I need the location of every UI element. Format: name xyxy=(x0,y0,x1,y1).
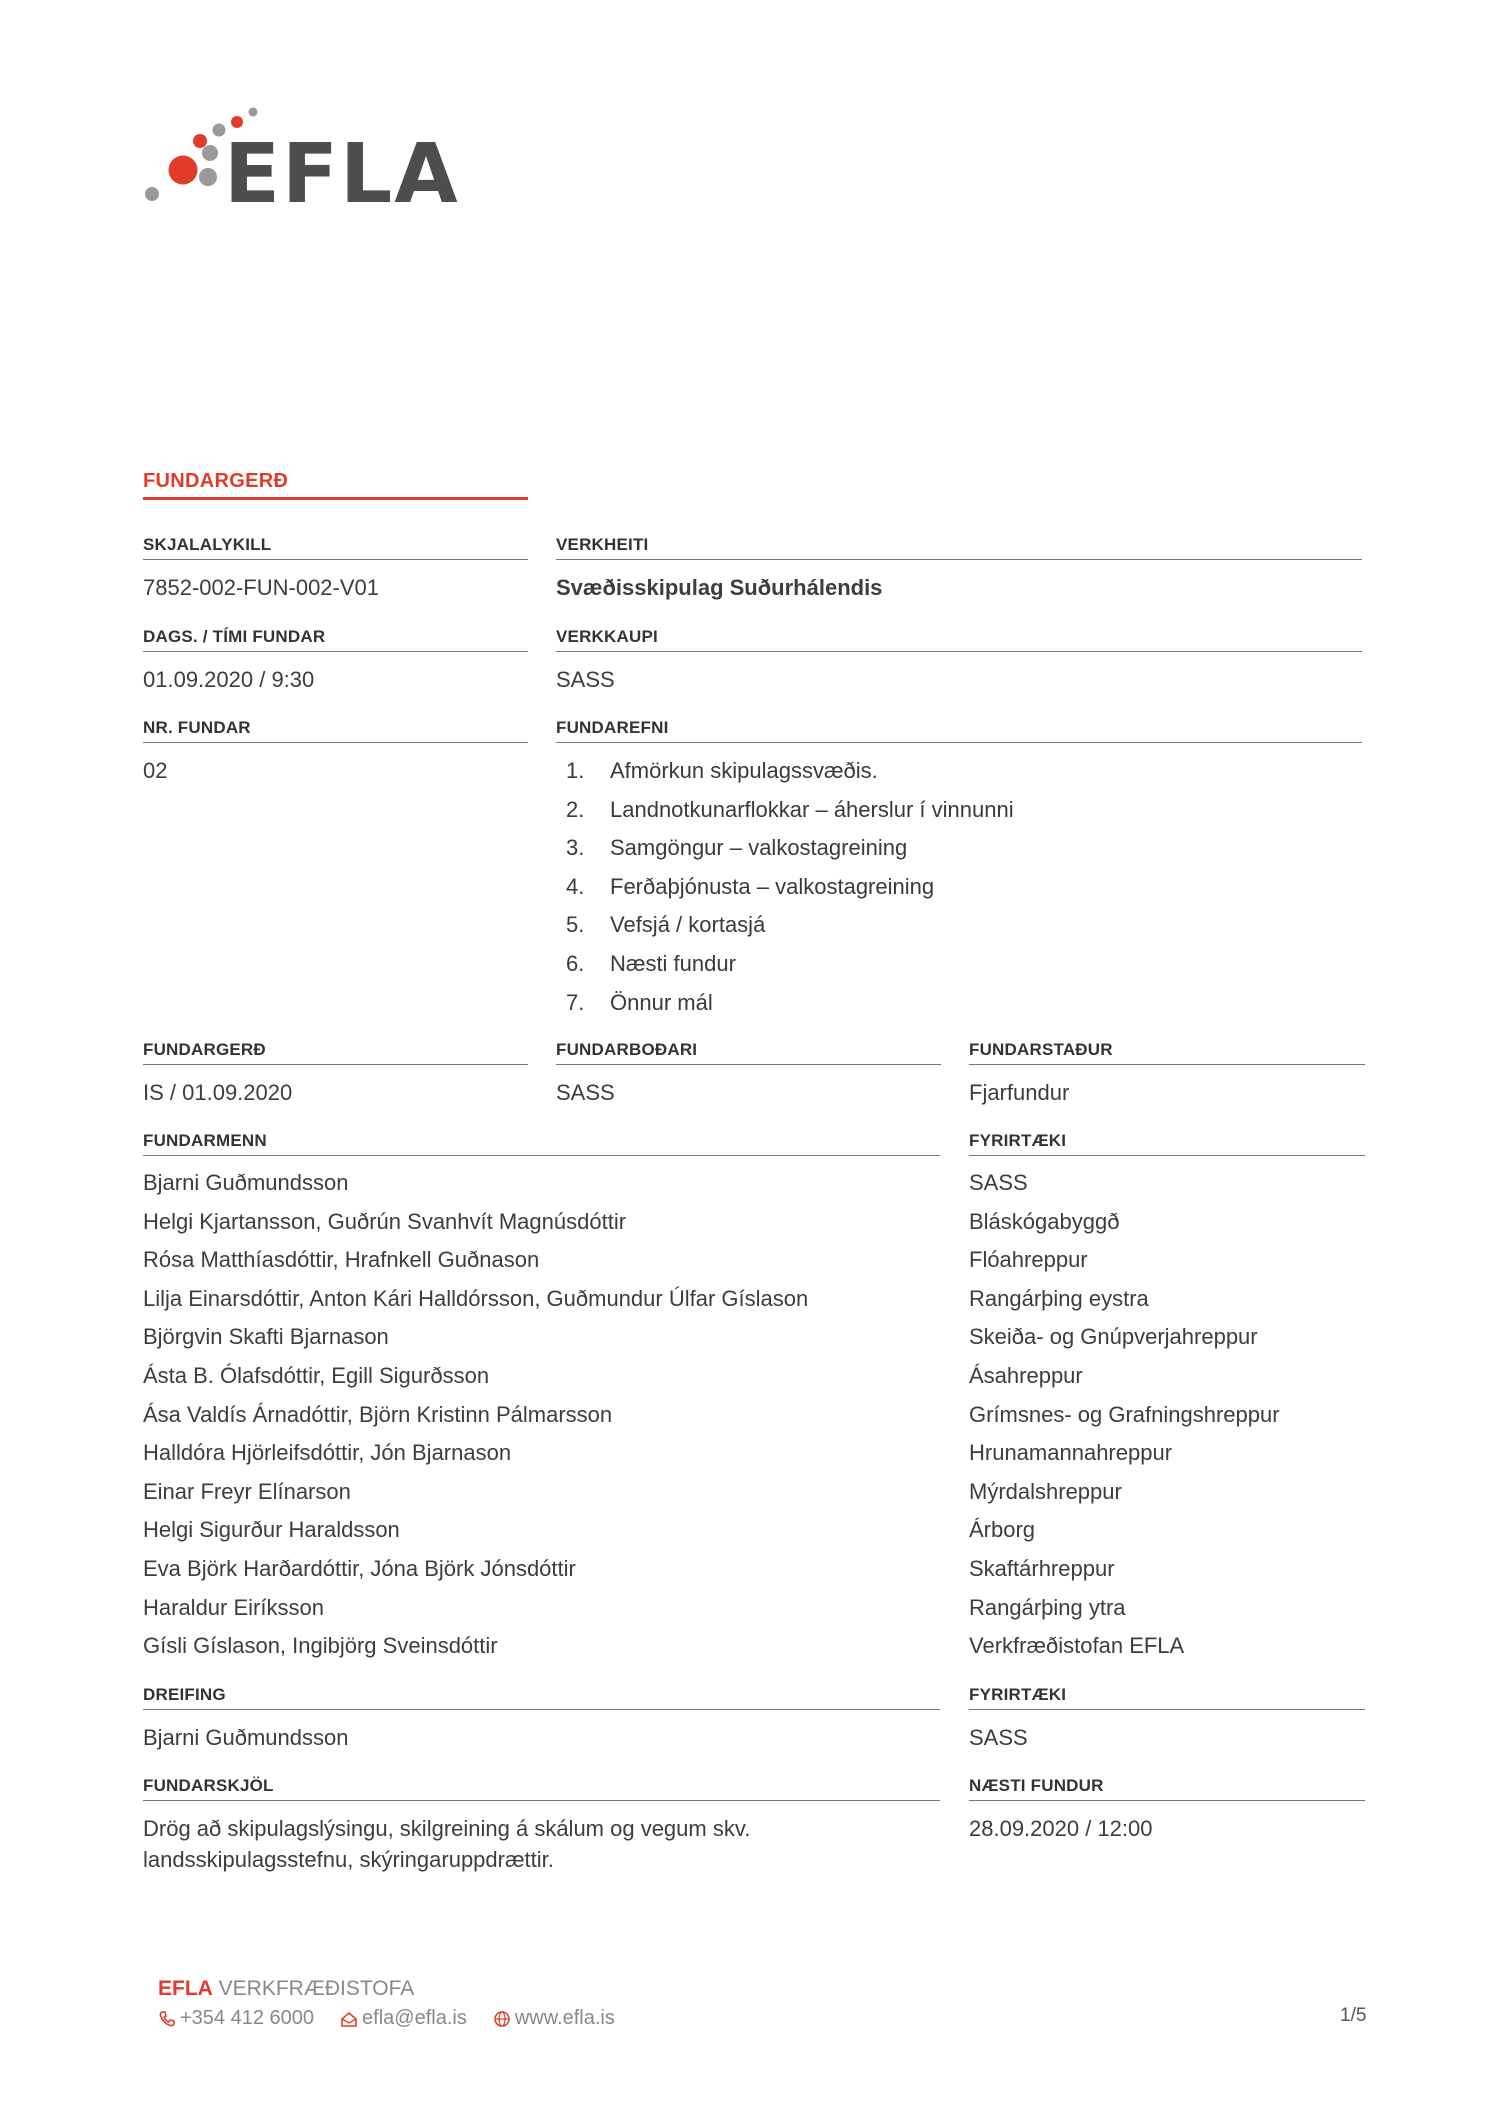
attendee-names: Helgi Kjartansson, Guðrún Svanhvít Magnúsdóttir xyxy=(143,1208,627,1234)
attendee-names: Lilja Einarsdóttir, Anton Kári Halldórsson, Guðmundur Úlfar Gíslason xyxy=(143,1285,809,1311)
attendee-names: Ásta B. Ólafsdóttir, Egill Sigurðsson xyxy=(143,1362,490,1388)
efla-logo xyxy=(140,100,470,210)
footer-brand-suffix: VERKFRÆÐISTOFA xyxy=(218,1977,415,2000)
agenda-item: 1. Afmörkun skipulagssvæðis. xyxy=(566,758,878,783)
document-title: FUNDARGERÐ xyxy=(143,470,289,492)
skjalalykill-value: 7852-002-FUN-002-V01 xyxy=(143,575,380,600)
logo-dot xyxy=(145,187,159,201)
fundarskjol-value-line1: Drög að skipulagslýsingu, skilgreining á skálum og vegum skv. xyxy=(143,1816,751,1841)
footer-brand-logo: EFLA xyxy=(158,1977,213,2000)
attendee-company: Mýrdalshreppur xyxy=(969,1478,1122,1504)
footer-email[interactable]: efla@efla.is xyxy=(340,2007,467,2030)
fyrirtaeki2-label: FYRIRTÆKI xyxy=(969,1685,1365,1710)
skjalalykill-label: SKJALALYKILL xyxy=(143,535,528,560)
attendee-company: Árborg xyxy=(969,1517,1036,1543)
fundarskjol-value-line2: landsskipulagsstefnu, skýringaruppdrættir. xyxy=(143,1847,554,1872)
agenda-item: 6. Næsti fundur xyxy=(566,950,736,976)
agenda-item: 3. Samgöngur – valkostagreining xyxy=(566,835,908,861)
home-mail-icon xyxy=(340,2010,358,2028)
nr-fundar-label: NR. FUNDAR xyxy=(143,718,528,743)
logo-dot xyxy=(199,168,217,186)
attendee-company: Verkfræðistofan EFLA xyxy=(969,1633,1185,1659)
dreifing-value: Bjarni Guðmundsson xyxy=(143,1725,349,1750)
fyrirtaeki2-value: SASS xyxy=(969,1725,1028,1750)
phone-icon xyxy=(158,2010,176,2028)
attendee-names: Bjarni Guðmundsson xyxy=(143,1170,349,1195)
naesti-fundur-label: NÆSTI FUNDUR xyxy=(969,1776,1365,1801)
attendee-company: Skeiða- og Gnúpverjahreppur xyxy=(969,1324,1258,1350)
attendee-company: Grímsnes- og Grafningshreppur xyxy=(969,1401,1280,1427)
footer-contact xyxy=(158,2007,615,2030)
attendee-names-list xyxy=(143,1169,940,1671)
fyrirtaeki-label: FYRIRTÆKI xyxy=(969,1131,1365,1156)
attendee-company: Hrunamannahreppur xyxy=(969,1440,1173,1466)
logo-dot xyxy=(202,145,218,161)
fundargerd-value: IS / 01.09.2020 xyxy=(143,1080,293,1105)
attendee-company: Rangárþing eystra xyxy=(969,1285,1149,1311)
fundarskjol-label: FUNDARSKJÖL xyxy=(143,1776,940,1801)
footer-web[interactable]: www.efla.is xyxy=(493,2007,615,2030)
attendee-names: Halldóra Hjörleifsdóttir, Jón Bjarnason xyxy=(143,1440,512,1466)
footer-brand xyxy=(158,1977,414,2001)
attendee-company: Rangárþing ytra xyxy=(969,1594,1126,1620)
attendee-company: Flóahreppur xyxy=(969,1247,1088,1273)
agenda-item: 7. Önnur mál xyxy=(566,989,713,1015)
attendee-companies-list xyxy=(969,1169,1365,1671)
attendee-names: Rósa Matthíasdóttir, Hrafnkell Guðnason xyxy=(143,1247,540,1273)
agenda-list xyxy=(556,757,1362,1027)
fundarstadur-value: Fjarfundur xyxy=(969,1080,1070,1105)
attendee-company: SASS xyxy=(969,1170,1028,1195)
fundarbodari-label: FUNDARBOÐARI xyxy=(556,1040,941,1065)
dreifing-label: DREIFING xyxy=(143,1685,940,1710)
agenda-item: 2. Landnotkunarflokkar – áherslur í vinnunni xyxy=(566,796,1014,822)
fundarstadur-label: FUNDARSTAÐUR xyxy=(969,1040,1365,1065)
attendee-company: Ásahreppur xyxy=(969,1362,1083,1388)
logo-wordmark: EFLA xyxy=(224,127,460,210)
dags-label: DAGS. / TÍMI FUNDAR xyxy=(143,627,528,652)
logo-dot xyxy=(193,134,207,148)
attendee-names: Haraldur Eiríksson xyxy=(143,1594,324,1620)
agenda-item: 4. Ferðaþjónusta – valkostagreining xyxy=(566,873,935,899)
verkkaupi-label: VERKKAUPI xyxy=(556,627,1362,652)
fundarefni-label: FUNDAREFNI xyxy=(556,718,1362,743)
attendee-names: Helgi Sigurður Haraldsson xyxy=(143,1517,400,1543)
attendee-names: Gísli Gíslason, Ingibjörg Sveinsdóttir xyxy=(143,1633,498,1659)
attendee-names: Björgvin Skafti Bjarnason xyxy=(143,1324,389,1350)
nr-fundar-value: 02 xyxy=(143,758,168,783)
attendee-names: Einar Freyr Elínarson xyxy=(143,1478,351,1504)
fundargerd-label: FUNDARGERÐ xyxy=(143,1040,528,1065)
naesti-fundur-value: 28.09.2020 / 12:00 xyxy=(969,1816,1153,1841)
verkheiti-value: Svæðisskipulag Suðurhálendis xyxy=(556,575,883,600)
title-rule xyxy=(143,497,528,500)
logo-dot xyxy=(249,108,258,117)
fundarmenn-label: FUNDARMENN xyxy=(143,1131,940,1156)
fundarbodari-value: SASS xyxy=(556,1080,615,1105)
verkkaupi-value: SASS xyxy=(556,667,615,692)
attendee-names: Eva Björk Harðardóttir, Jóna Björk Jónsdóttir xyxy=(143,1555,576,1581)
dags-value: 01.09.2020 / 9:30 xyxy=(143,667,315,692)
logo-dot xyxy=(169,156,198,185)
verkheiti-label: VERKHEITI xyxy=(556,535,1362,560)
agenda-item: 5. Vefsjá / kortasjá xyxy=(566,912,766,938)
globe-icon xyxy=(493,2010,511,2028)
footer-phone[interactable]: +354 412 6000 xyxy=(158,2007,314,2030)
attendee-company: Skaftárhreppur xyxy=(969,1555,1115,1581)
page-number: 1/5 xyxy=(1340,2005,1367,2026)
attendee-company: Bláskógabyggð xyxy=(969,1208,1120,1234)
attendee-names: Ása Valdís Árnadóttir, Björn Kristinn Pálmarsson xyxy=(143,1401,613,1427)
